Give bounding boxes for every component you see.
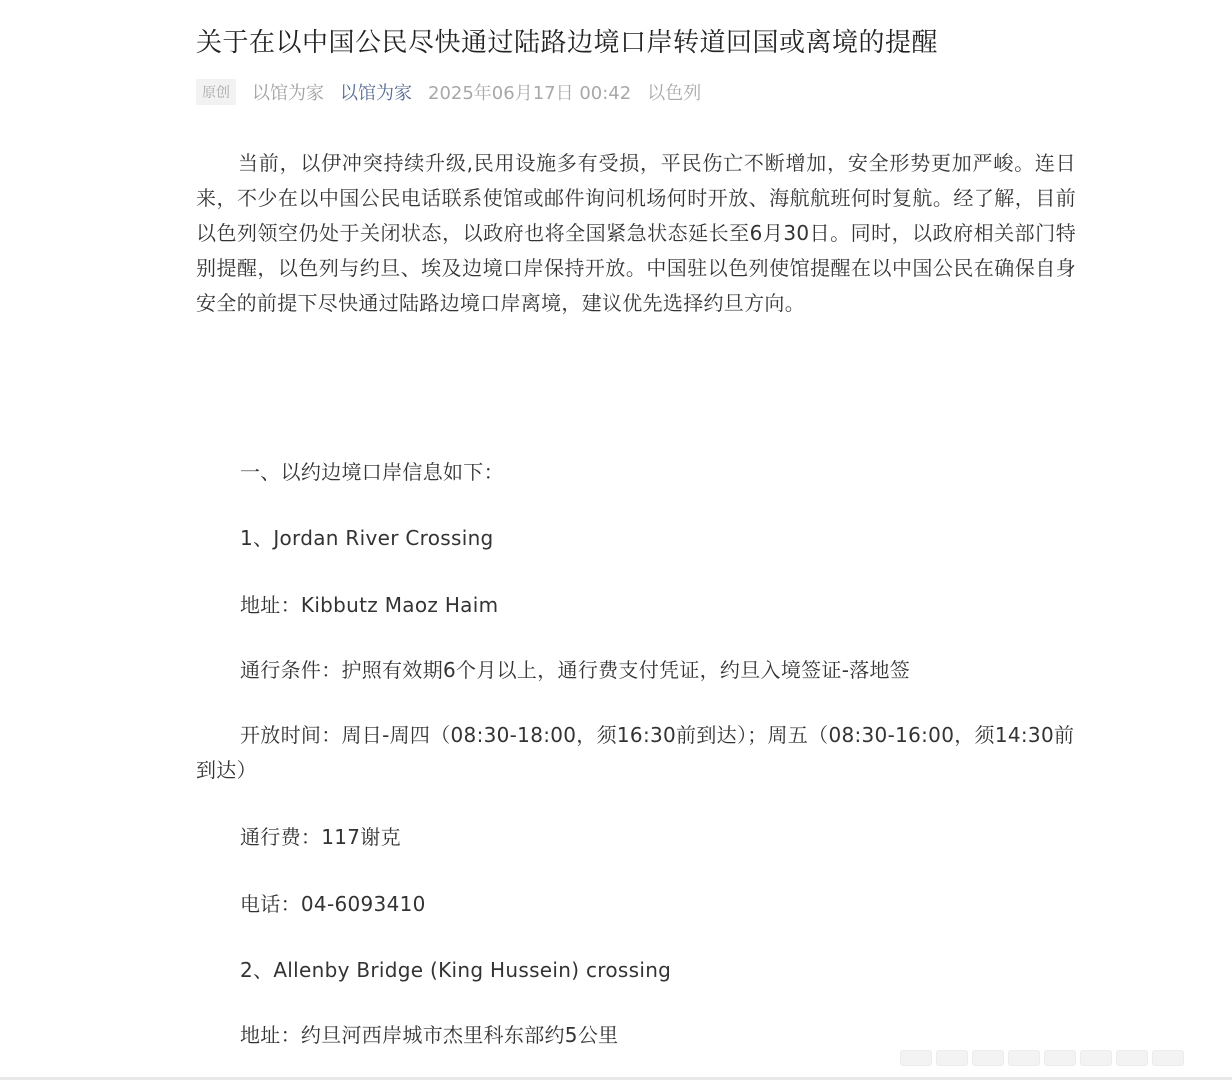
original-badge: 原创 xyxy=(196,79,236,105)
scroll-segment xyxy=(900,1050,932,1066)
intro-paragraph: 当前，以伊冲突持续升级,民用设施多有受损，平民伤亡不断增加，安全形势更加严峻。连日来，不少在以中国公民电话联系使馆或邮件询问机场何时开放、海航航班何时复航。经了解，目前以色列领空仍处于关闭状态，以政府也将全国紧急状态延长至6月30日。同时，以政府相关部门特别提醒，以色列与约旦、埃及边境口岸保持开放。中国驻以色列使馆提醒在以中国公民在确保自身安全的前提下尽快通过陆路边境口岸离境，建议优先选择约旦方向。 xyxy=(196,151,1076,315)
crossing1-phone: 电话：04-6093410 xyxy=(240,892,426,916)
crossing1-name: 1、Jordan River Crossing xyxy=(240,526,494,550)
crossing1-fee: 通行费：117谢克 xyxy=(240,825,401,849)
section-heading: 一、以约边境口岸信息如下： xyxy=(240,460,504,484)
scroll-segment xyxy=(972,1050,1004,1066)
publish-date: 2025年06月17日 00:42 xyxy=(428,83,632,104)
publish-location: 以色列 xyxy=(647,83,702,104)
scroll-segment xyxy=(936,1050,968,1066)
article-meta xyxy=(196,78,701,106)
scroll-segment xyxy=(1044,1050,1076,1066)
crossing2-address: 地址：约旦河西岸城市杰里科东部约5公里 xyxy=(240,1023,619,1047)
account-link[interactable]: 以馆为家 xyxy=(340,83,412,104)
crossing1-hours: 开放时间：周日-周四（08:30-18:00，须16:30前到达）；周五（08:30-16:00，须14:30前到达） xyxy=(196,723,1075,782)
article-title: 关于在以中国公民尽快通过陆路边境口岸转道回国或离境的提醒 xyxy=(196,28,939,58)
scroll-segment xyxy=(1116,1050,1148,1066)
scroll-segment xyxy=(1152,1050,1184,1066)
author-name: 以馆为家 xyxy=(252,83,324,104)
crossing1-conditions: 通行条件：护照有效期6个月以上，通行费支付凭证，约旦入境签证-落地签 xyxy=(240,658,911,682)
crossing2-name: 2、Allenby Bridge (King Hussein) crossing xyxy=(240,958,672,982)
crossing1-address: 地址：Kibbutz Maoz Haim xyxy=(240,593,499,617)
scroll-segment xyxy=(1080,1050,1112,1066)
scroll-segment xyxy=(1008,1050,1040,1066)
bottom-scroll-indicator[interactable] xyxy=(900,1050,1184,1066)
